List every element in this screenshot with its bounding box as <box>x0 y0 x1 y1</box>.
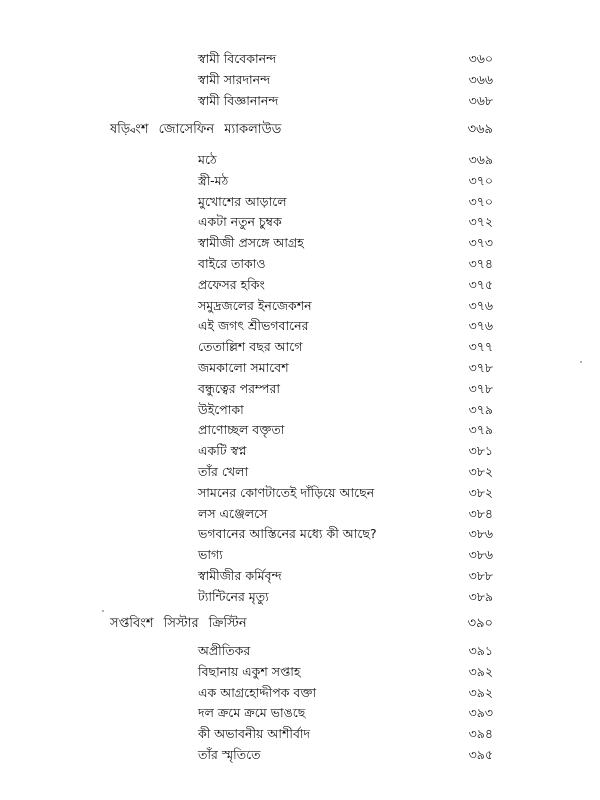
toc-entry <box>0 504 600 525</box>
entry-title: দল ক্রমে ক্রমে ভাঙছে <box>198 705 306 721</box>
toc-entry <box>0 683 600 704</box>
entry-page: ৩৭০ <box>468 193 493 209</box>
entry-page: ৩৮৪ <box>468 505 493 521</box>
entry-page: ৩৬৯ <box>468 152 493 167</box>
entry-page: ৩৭৯ <box>468 401 493 417</box>
chapter-page: ৩৬৯ <box>467 122 493 137</box>
toc-group-vivekananda-disciples <box>0 49 600 111</box>
toc-entry <box>0 91 600 112</box>
print-speck <box>102 610 104 612</box>
entry-page: ৩৭৮ <box>468 359 493 375</box>
toc-group-sister-christine <box>0 641 600 766</box>
toc-entry <box>0 358 600 379</box>
entry-title: স্ত্রী-মঠ <box>198 172 229 188</box>
toc-entry <box>0 49 600 70</box>
toc-group-josephine-macleod <box>0 150 600 608</box>
entry-page: ৩৭০ <box>468 172 493 188</box>
toc-entry <box>0 641 600 662</box>
toc-entry <box>0 70 600 91</box>
chapter-title: সপ্তবিংশ সিস্টার ক্রিস্টিন <box>110 616 247 631</box>
entry-title: স্বামী সারদানন্দ <box>198 71 271 87</box>
toc-entry <box>0 150 600 171</box>
toc-entry <box>0 703 600 724</box>
entry-title: লস এঞ্জেলসে <box>198 505 268 521</box>
toc-entry <box>0 441 600 462</box>
chapter-page: ৩৯০ <box>467 616 493 631</box>
entry-title: সামনের কোণটাতেই দাঁড়িয়ে আছেন <box>198 484 375 500</box>
entry-page: ৩৮৬ <box>468 547 493 563</box>
entry-page: ৩৯৩ <box>468 705 493 721</box>
toc-entry <box>0 587 600 608</box>
toc-entry <box>0 662 600 683</box>
entry-page: ৩৮৬ <box>468 526 493 542</box>
toc-entry <box>0 233 600 254</box>
entry-page: ৩৭৬ <box>468 297 493 313</box>
toc-entry <box>0 337 600 358</box>
toc-entry <box>0 566 600 587</box>
entry-page: ৩৮৮ <box>468 567 493 583</box>
entry-title: ভগবানের আস্তিনের মধ্যে কী আছে? <box>198 526 377 542</box>
chapter-title: ষড়্বিংশ জোসেফিন ম্যাকলাউড <box>110 122 282 137</box>
entry-page: ৩৮১ <box>468 443 493 459</box>
entry-title: একটি স্বপ্ন <box>198 443 247 459</box>
entry-title: মুখোশের আড়ালে <box>198 193 287 209</box>
entry-page: ৩৭৫ <box>468 276 493 292</box>
toc-entry <box>0 524 600 545</box>
entry-title: প্রফেসর হকিং <box>198 276 265 292</box>
entry-page: ৩৮২ <box>468 463 493 479</box>
entry-page: ৩৯৪ <box>468 726 493 742</box>
entry-title: কী অভাবনীয় আশীর্বাদ <box>198 726 311 742</box>
entry-page: ৩৭৭ <box>468 339 493 355</box>
toc-entry <box>0 316 600 337</box>
entry-page: ৩৮২ <box>468 484 493 500</box>
entry-title: স্বামীজী প্রসঙ্গে আগ্রহ <box>198 235 304 251</box>
toc-entry <box>0 254 600 275</box>
entry-title: স্বামীজীর কর্মিবৃন্দ <box>198 567 282 583</box>
toc-entry <box>0 296 600 317</box>
toc-entry <box>0 420 600 441</box>
toc-entry <box>0 171 600 192</box>
chapter-heading <box>0 613 600 635</box>
toc-entry <box>0 545 600 566</box>
entry-title: স্বামী বিজ্ঞানানন্দ <box>198 92 279 108</box>
entry-title: মঠে <box>198 152 217 167</box>
entry-page: ৩৭৮ <box>468 380 493 396</box>
entry-title: জমকালো সমাবেশ <box>198 359 289 375</box>
entry-title: স্বামী বিবেকানন্দ <box>198 51 277 66</box>
entry-page: ৩৬৮ <box>468 92 493 108</box>
entry-page: ৩৯২ <box>468 684 493 700</box>
toc-entry <box>0 192 600 213</box>
entry-title: অপ্রীতিকর <box>198 643 251 658</box>
toc-entry <box>0 483 600 504</box>
entry-page: ৩৭৯ <box>468 422 493 438</box>
entry-title: বন্ধুত্বের পরম্পরা <box>198 380 280 396</box>
entry-title: তেতাল্লিশ বছর আগে <box>198 339 303 355</box>
toc-entry <box>0 379 600 400</box>
entry-page: ৩৯১ <box>468 643 493 658</box>
entry-title: এই জগৎ শ্রীভগবানের <box>198 318 309 334</box>
toc-entry <box>0 462 600 483</box>
entry-page: ৩৯৫ <box>468 746 493 762</box>
entry-title: একটা নতুন চুম্বক <box>198 214 282 230</box>
entry-title: এক আগ্রহোদ্দীপক বক্তা <box>198 684 317 700</box>
entry-title: বাইরে তাকাও <box>198 255 266 271</box>
toc-entry <box>0 275 600 296</box>
chapter-heading <box>0 119 600 141</box>
entry-page: ৩৭৪ <box>468 255 493 271</box>
toc-entry <box>0 400 600 421</box>
print-speck <box>580 361 582 363</box>
toc-entry <box>0 212 600 233</box>
entry-title: ভাগ্য <box>198 547 223 563</box>
entry-page: ৩৭২ <box>468 214 493 230</box>
entry-page: ৩৮৯ <box>468 588 493 604</box>
entry-page: ৩৯২ <box>468 663 493 679</box>
entry-title: বিছানায় একুশ সপ্তাহ <box>198 663 301 679</box>
entry-title: সমুদ্রজলের ইনজেকশন <box>198 297 312 313</box>
entry-title: ট্যান্টিনের মৃত্যু <box>198 588 269 604</box>
entry-title: প্রাণোচ্ছল বক্তৃতা <box>198 422 285 438</box>
entry-page: ৩৬০ <box>468 51 493 66</box>
toc-entry <box>0 745 600 766</box>
entry-page: ৩৬৬ <box>468 71 493 87</box>
entry-title: উইপোকা <box>198 401 244 417</box>
entry-page: ৩৭৩ <box>468 235 493 251</box>
entry-page: ৩৭৬ <box>468 318 493 334</box>
entry-title: তাঁর স্মৃতিতে <box>198 746 261 762</box>
entry-title: তাঁর খেলা <box>198 463 249 479</box>
toc-entry <box>0 724 600 745</box>
